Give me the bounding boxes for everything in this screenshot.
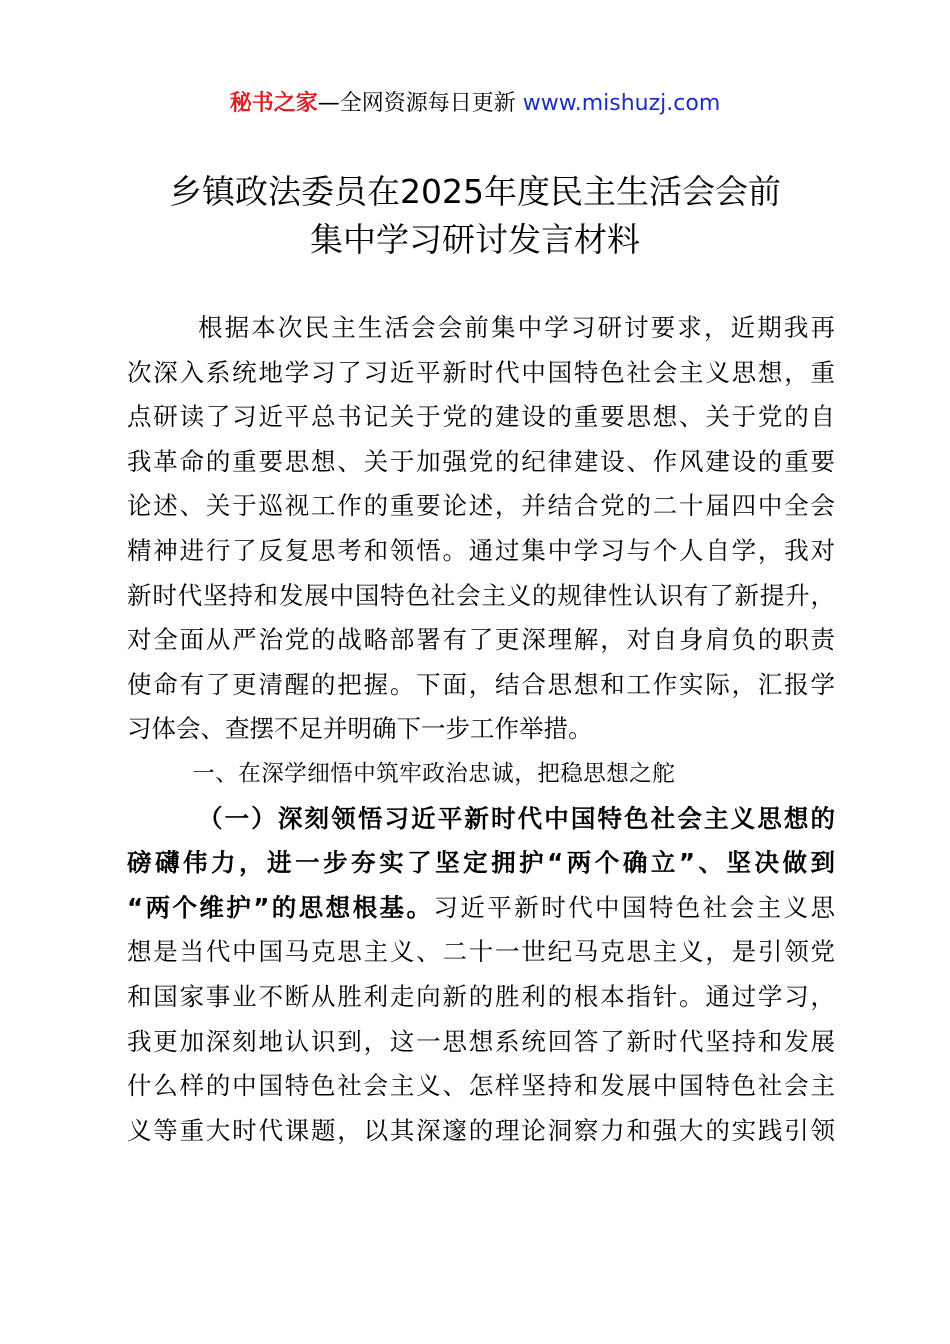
text-line: 我更加深刻地认识到，这一思想系统回答了新时代坚持和发展 xyxy=(127,1026,835,1056)
site-header xyxy=(0,88,950,120)
text-line: 精神进行了反复思考和领悟。通过集中学习与个人自学，我对 xyxy=(127,535,835,565)
text-line: 对全面从严治党的战略部署有了更深理解，对自身肩负的职责 xyxy=(127,625,835,655)
paragraph-subsection-1 xyxy=(127,797,835,1154)
subheading-line: 磅礴伟力，进一步夯实了坚定拥护“两个确立”、坚决做到 xyxy=(127,848,835,878)
text-line: 论述、关于巡视工作的重要论述，并结合党的二十届四中全会 xyxy=(127,491,835,521)
site-url[interactable]: www.mishuzj.com xyxy=(522,91,721,116)
document-title xyxy=(60,168,890,264)
subheading-line: （一）深刻领悟习近平新时代中国特色社会主义思想的 xyxy=(198,803,835,833)
text-segment: 习近平新时代中国特色社会主义思 xyxy=(433,892,836,922)
subheading-line: “两个维护”的思想根基。 xyxy=(127,892,434,922)
header-tagline: —全网资源每日更新 xyxy=(317,91,523,116)
text-line: 使命有了更清醒的把握。下面，结合思想和工作实际，汇报学 xyxy=(127,669,835,699)
section-heading-1: 一、在深学细悟中筑牢政治忠诚，把稳思想之舵 xyxy=(192,760,676,787)
text-line: 习体会、查摆不足并明确下一步工作举措。 xyxy=(127,714,593,744)
text-line: 次深入系统地学习了习近平新时代中国特色社会主义思想，重 xyxy=(127,357,835,387)
text-line: 和国家事业不断从胜利走向新的胜利的根本指针。通过学习， xyxy=(127,981,835,1011)
title-line-1: 乡镇政法委员在2025年度民主生活会会前 xyxy=(169,172,781,211)
text-line: 什么样的中国特色社会主义、怎样坚持和发展中国特色社会主 xyxy=(127,1071,835,1101)
title-line-2: 集中学习研讨发言材料 xyxy=(310,220,640,259)
document-body xyxy=(127,306,835,1153)
text-line: 义等重大时代课题，以其深邃的理论洞察力和强大的实践引领 xyxy=(127,1115,835,1145)
text-line: 点研读了习近平总书记关于党的建设的重要思想、关于党的自 xyxy=(127,402,835,432)
text-line: 想是当代中国马克思主义、二十一世纪马克思主义，是引领党 xyxy=(127,937,835,967)
mixed-line xyxy=(127,886,835,931)
text-line: 根据本次民主生活会会前集中学习研讨要求，近期我再 xyxy=(198,313,835,342)
paragraph-intro xyxy=(127,306,835,752)
brand-name: 秘书之家 xyxy=(229,91,318,116)
text-line: 我革命的重要思想、关于加强党的纪律建设、作风建设的重要 xyxy=(127,446,835,476)
text-line: 新时代坚持和发展中国特色社会主义的规律性认识有了新提升， xyxy=(127,580,835,610)
